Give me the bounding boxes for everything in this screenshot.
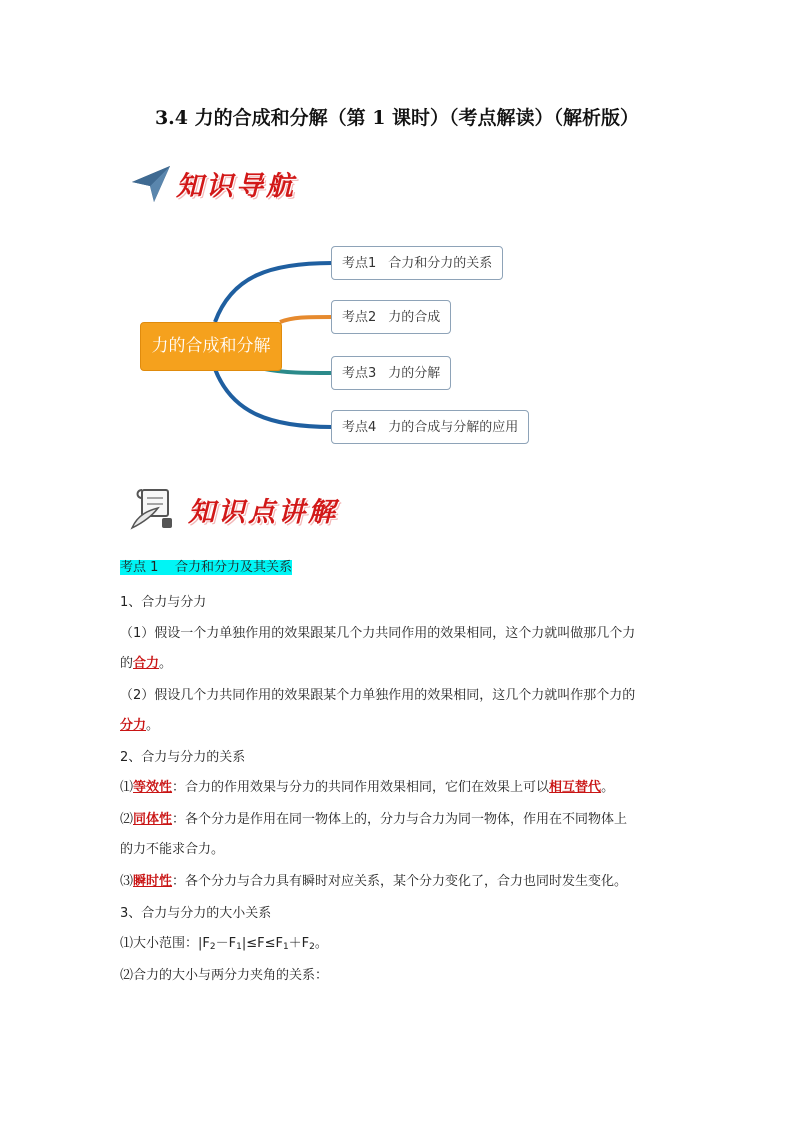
text: ：各个分力与合力具有瞬时对应关系，某个分力变化了，合力也同时发生变化。: [172, 874, 628, 889]
s2-item1: [120, 778, 680, 798]
s1-heading: 1、合力与分力: [120, 595, 207, 610]
keyword-resultant-force: 合力: [133, 656, 160, 671]
text: 。: [314, 936, 328, 951]
text: 的: [120, 656, 134, 671]
text: ⑴: [120, 780, 134, 795]
mindmap-node-2: [331, 300, 451, 334]
subscript: 1: [236, 942, 242, 952]
text: |≤F≤F: [241, 936, 283, 951]
node-code: 考点2: [342, 310, 377, 325]
mindmap-node-4: [331, 410, 529, 444]
banner-knowledge-navigation: 知识导航: [176, 171, 296, 202]
s2-item2-line2: 的力不能求合力。: [120, 842, 225, 857]
mindmap-node-1: [331, 246, 503, 280]
text: ：各个分力是作用在同一物体上的，分力与合力为同一物体，作用在不同物体上: [172, 812, 628, 827]
s3-item1-formula: [120, 934, 680, 954]
node-code: 考点3: [342, 366, 377, 381]
kp1-text: 合力和分力及其关系: [174, 560, 292, 575]
s3-item2: ⑵合力的大小与两分力夹角的关系：: [120, 968, 329, 983]
keyword-instantaneity: 瞬时性: [133, 874, 173, 889]
s1-p2-line1: （2）假设几个力共同作用的效果跟某个力单独作用的效果相同，这几个力就叫作那个力的: [120, 688, 636, 703]
scroll-quill-icon: [128, 486, 180, 532]
mindmap-node-3: [331, 356, 451, 390]
kp1-code: 考点 1: [120, 560, 159, 575]
s1-p2-line2: [120, 716, 680, 736]
s2-heading: 2、合力与分力的关系: [120, 750, 246, 765]
text: 。: [159, 656, 173, 671]
text: 。: [146, 718, 160, 733]
text: ：合力的作用效果与分力的共同作用效果相同，它们在效果上可以: [172, 780, 550, 795]
kp1-highlight: [120, 560, 292, 575]
kp1-heading: [120, 558, 680, 578]
node-text: 力的合成与分解的应用: [388, 420, 519, 435]
mindmap-root: 力的合成和分解: [140, 322, 282, 371]
text: 。: [601, 780, 615, 795]
node-text: 合力和分力的关系: [388, 256, 493, 271]
text: ＋F: [288, 936, 310, 951]
subscript: 2: [209, 942, 216, 952]
keyword-same-body: 同体性: [133, 812, 173, 827]
s2-item2-line1: [120, 810, 680, 830]
connector-4: [215, 369, 332, 427]
text: ⑴大小范围：|F: [120, 936, 210, 951]
connector-2: [280, 317, 332, 322]
banner-knowledge-explanation: 知识点讲解: [188, 497, 338, 528]
text: ⑶: [120, 874, 134, 889]
node-text: 力的合成: [388, 310, 441, 325]
keyword-component-force: 分力: [120, 718, 147, 733]
connector-1: [215, 263, 332, 322]
s2-item3: [120, 872, 680, 892]
subscript: 1: [282, 942, 289, 952]
s3-heading: 3、合力与分力的大小关系: [120, 906, 272, 921]
text: －F: [215, 936, 237, 951]
node-text: 力的分解: [388, 366, 441, 381]
s1-p1-line1: （1）假设一个力单独作用的效果跟某几个力共同作用的效果相同，这个力就叫做那几个力: [120, 626, 636, 641]
page-title: 3.4 力的合成和分解（第 1 课时）（考点解读）（解析版）: [154, 107, 640, 129]
node-code: 考点4: [342, 420, 377, 435]
node-code: 考点1: [342, 256, 377, 271]
keyword-equivalence: 等效性: [133, 780, 173, 795]
subscript: 2: [309, 942, 315, 952]
s1-p1-line2: [120, 654, 680, 674]
keyword-mutual-substitution: 相互替代: [549, 780, 602, 795]
text: ⑵: [120, 812, 134, 827]
